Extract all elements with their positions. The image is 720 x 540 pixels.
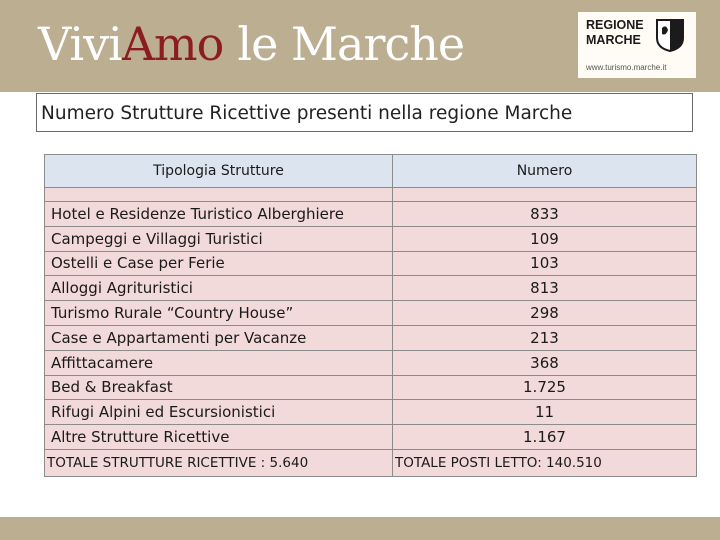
row-value: 11 (393, 400, 697, 425)
row-value: 1.167 (393, 425, 697, 450)
row-label: Turismo Rurale “Country House” (45, 301, 393, 326)
row-value: 1.725 (393, 375, 697, 400)
logo-part-vivi: Vivi (38, 17, 122, 71)
header-numero: Numero (393, 155, 697, 188)
table-header-row (45, 155, 697, 188)
table-row (45, 325, 697, 350)
row-value: 109 (393, 226, 697, 251)
row-label: Rifugi Alpini ed Escursionistici (45, 400, 393, 425)
table-row (45, 202, 697, 227)
row-value: 298 (393, 301, 697, 326)
region-emblem-icon (654, 18, 686, 56)
header-tipologia: Tipologia Strutture (45, 155, 393, 188)
table-spacer-row (45, 188, 697, 202)
footer-band (0, 517, 720, 540)
spacer-cell (393, 188, 697, 202)
spacer-cell (45, 188, 393, 202)
page-title: Numero Strutture Ricettive presenti nella regione Marche (41, 103, 573, 124)
row-label: Bed & Breakfast (45, 375, 393, 400)
table-row (45, 400, 697, 425)
vivi-amo-le-marche-logo (38, 14, 464, 74)
title-box (36, 93, 693, 132)
row-label: Hotel e Residenze Turistico Alberghiere (45, 202, 393, 227)
total-structures: TOTALE STRUTTURE RICETTIVE : 5.640 (45, 449, 393, 476)
row-label: Campeggi e Villaggi Turistici (45, 226, 393, 251)
row-value: 833 (393, 202, 697, 227)
table-row (45, 276, 697, 301)
table-row (45, 251, 697, 276)
logo-part-le-marche: le Marche (237, 17, 465, 71)
row-label: Altre Strutture Ricettive (45, 425, 393, 450)
regione-marche-logo (578, 12, 696, 78)
row-label: Ostelli e Case per Ferie (45, 251, 393, 276)
table-row (45, 425, 697, 450)
table-row (45, 226, 697, 251)
row-value: 813 (393, 276, 697, 301)
row-label: Affittacamere (45, 350, 393, 375)
logo-part-amo: Amo (121, 17, 224, 71)
row-value: 103 (393, 251, 697, 276)
table-row (45, 350, 697, 375)
row-value: 368 (393, 350, 697, 375)
region-website: www.turismo.marche.it (586, 63, 667, 72)
row-label: Case e Appartamenti per Vacanze (45, 325, 393, 350)
header-band (0, 0, 720, 92)
table-total-row (45, 449, 697, 476)
table-row (45, 375, 697, 400)
row-value: 213 (393, 325, 697, 350)
table-row (45, 301, 697, 326)
total-beds: TOTALE POSTI LETTO: 140.510 (393, 449, 697, 476)
region-name: REGIONE MARCHE (586, 18, 644, 47)
row-label: Alloggi Agrituristici (45, 276, 393, 301)
structures-table (44, 154, 697, 477)
